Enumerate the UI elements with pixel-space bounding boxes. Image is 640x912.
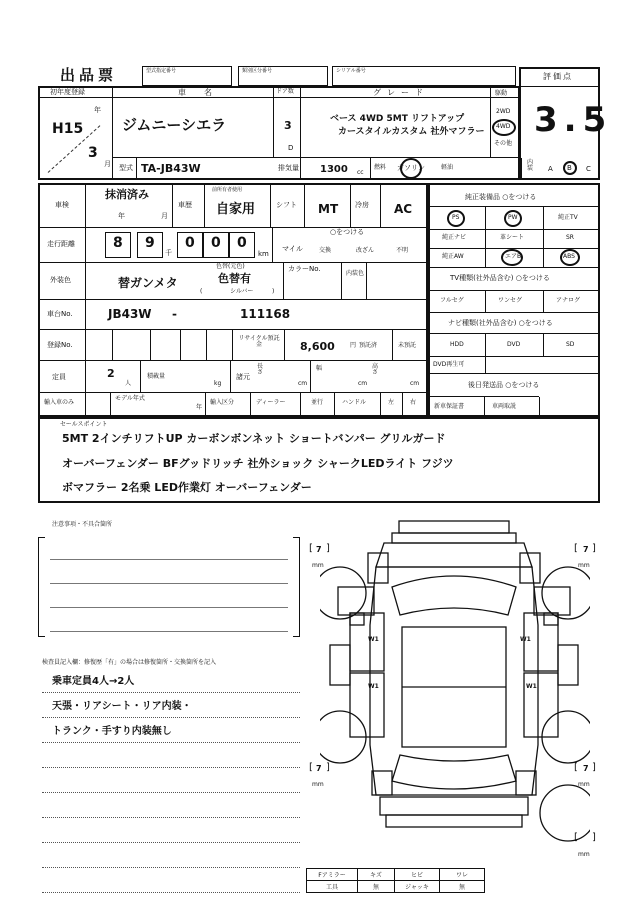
tire-fr-bracket-close: ] [592,543,596,554]
tire-rr-mm: mm [578,781,590,788]
capacity-unit: 人 [125,380,132,387]
tire-fl-bracket: [ [309,543,313,554]
form-title: 出品票 [60,66,118,84]
equip-navi: 純正ナビ [442,234,467,241]
inspector-label: 検査員記入欄：修復歴「有」の場合は修復箇所・交換箇所を記入 [42,659,217,666]
equip-abs: ABS [563,253,575,260]
tire-rr-bracket: [ [574,762,578,773]
equip-pw: PW [508,214,518,221]
original-color-open: ( [200,288,203,295]
sales-points-label: セールスポイント [60,421,108,428]
recycle-label: リサイクル預託金 [238,335,280,348]
shift-label: シフト [276,201,297,209]
fuel-label: 燃料 [374,164,387,171]
sales-point-line-1: 5MT 2インチリフトUP カーボンボンネット ショートバンパー グリルガード [62,432,446,445]
sales-point-line-2: オーバーフェンダー BFグッドリッチ 社外ショック シャークLEDライト フジツ [62,457,454,470]
spare-mm: mm [578,851,590,858]
dims-label: 諸元 [236,373,250,381]
inspector-line-3: トランク・手すり内装無し [52,726,172,737]
mileage-label: 走行距離 [47,240,75,248]
year-unit: 年 [94,106,101,114]
mileage-digit-1-text: 8 [113,235,123,251]
mileage-digit-5-text: 0 [237,235,247,251]
equip-leather: 革シート [500,234,525,241]
first-registration-year: H15 [52,121,84,137]
month-unit: 月 [104,160,111,168]
tv-fullseg: フルセグ [440,297,464,304]
spare-bracket: [ [574,832,578,843]
doors-value: 3 [284,119,292,132]
spare-tire [540,785,590,841]
recycle-unit: 円 [350,342,357,349]
ac-value: AC [394,202,413,216]
load-unit: kg [214,380,222,387]
inspector-line-2: 天張・リアシート・リア内装・ [52,701,192,712]
footer-h-0: Fアミラー [306,868,358,881]
equip-aw: 純正AW [442,253,464,260]
car-body-diagram [320,515,590,860]
length-label: 長さ [257,363,264,376]
footer-v-0: 工具 [306,880,358,893]
tire-front-left [320,567,366,619]
model-year-unit: 年 [196,404,203,411]
doors-label: ドア数 [276,88,294,95]
first-registration-label: 初年度登録 [50,88,85,96]
reg-no-label: 登録No. [47,341,73,349]
chassis-prefix: JB43W [108,307,152,321]
doors-unit: D [288,144,294,152]
car-name: ジムニーシエラ [122,116,227,134]
drive-label: 駆動 [495,90,508,97]
width-label: 幅 [316,365,323,372]
tire-fr-mm: mm [578,562,590,569]
color-label: 外装色 [50,276,71,284]
mile-altered: 改ざん [356,247,375,254]
footer-h-3: ワレ [439,868,485,881]
mileage-digit-2-text: 9 [145,235,155,251]
drive-4wd: 4WD [496,123,511,130]
model-year-label: モデル年式 [115,395,145,402]
equip-ps: PS [452,214,460,221]
color-change-value: 色替有 [218,272,251,285]
tire-rl-bracket-close: ] [326,762,330,773]
dvd-play-label: DVD再生可 [433,361,465,368]
fuel-light-oil: 軽油 [441,164,454,171]
inspection-label: 車検 [55,201,69,209]
interior-a: A [548,165,553,173]
w1-rear-left: W1 [368,683,379,690]
mile-label: マイル [282,245,303,253]
mileage-thousand-unit: 千 [165,249,172,257]
after-title: 後日発送品 ○をつける [468,381,540,389]
ac-label: 冷房 [355,201,369,209]
mileage-digit-3-text: 0 [185,235,195,251]
model-value: TA-JB43W [141,162,201,175]
footer-h-2: ヒビ [394,868,440,881]
mileage-circle-note: ○をつける [330,228,365,236]
tire-rr-value: 7 [583,764,589,773]
type-approval-label: 型式指定番号 [146,68,177,74]
height-cm: cm [410,380,420,387]
inspection-year-unit: 年 [118,212,125,220]
tire-rl-value: 7 [316,764,322,773]
capacity-value: 2 [107,367,115,380]
chassis-label: 車台No. [47,310,73,318]
after-warranty: 新車保証書 [434,403,465,410]
recycle-paid: 預託済 [359,342,378,349]
inspector-line-1: 乗車定員4人→2人 [52,676,135,687]
color-no-label: カラーNo. [288,265,321,273]
tire-front-right [542,567,590,619]
notes-bracket-left [38,537,45,637]
mileage-digit-4-text: 0 [211,235,221,251]
handle-right: 右 [410,399,417,406]
tv-analog: アナログ [556,297,581,304]
class-number-label: 類別区分番号 [242,68,273,74]
navi-hdd: HDD [450,341,464,348]
recycle-unpaid: 未預託 [398,342,417,349]
interior-color-label: 内装色 [345,270,364,277]
footer-h-1: キズ [357,868,395,881]
w1-rear-right: W1 [526,683,537,690]
tv-oneseg: ワンセグ [498,297,523,304]
usage-label: 車歴 [178,201,192,209]
drive-other: その他 [494,140,513,147]
interior-label: 内装 [527,159,534,172]
interior-b: B [567,164,572,172]
displacement-value: 1300 [320,164,348,175]
shift-value: MT [318,202,339,216]
footer-v-3: 無 [439,880,485,893]
notes-label: 注意事項・不具合箇所 [52,521,113,528]
grade-line1: ベース 4WD 5MT リフトアップ [330,114,465,124]
spare-bracket-close: ] [592,832,596,843]
tire-fr-value: 7 [583,545,589,554]
usage-value: 自家用 [216,202,256,217]
import-label: 輸入車のみ [44,399,75,406]
interior-c: C [586,165,591,173]
w1-front-left: W1 [368,636,379,643]
chassis-number: 111168 [240,307,291,321]
inspection-month-unit: 月 [161,212,168,220]
original-color: シルバー [230,288,254,295]
load-label: 積載量 [147,373,166,380]
equip-airbag: エアB [505,253,522,260]
equip-sr: SR [566,234,574,241]
after-manual: 車両取説 [492,403,517,410]
mileage-km-unit: km [258,250,269,258]
capacity-label: 定員 [52,373,66,381]
score-value: 3.5 [534,100,613,140]
import-dealer: ディーラー [256,399,286,406]
footer-v-2: ジャッキ [394,880,440,893]
car-name-label: 車名 [178,88,230,97]
width-cm: cm [358,380,368,387]
import-parallel: 並行 [311,399,324,406]
usage-note: 前所有者使用 [212,187,243,193]
recycle-value: 8,600 [300,340,335,353]
grade-line2: カースタイルカスタム 社外マフラー [338,127,485,137]
navi-sd: SD [566,341,575,348]
tire-fl-value: 7 [316,545,322,554]
sales-point-line-3: ボマフラー 2名乗 LED作業灯 オーバーフェンダー [62,481,312,494]
chassis-dash: - [172,307,177,321]
mile-exchange: 交換 [319,247,332,254]
score-label: 評価点 [543,72,573,81]
import-class-label: 輸入区分 [210,399,235,406]
height-label: 高さ [372,363,379,376]
notes-bracket-right [293,537,300,637]
front-bumper [399,521,509,533]
fuel-value: ガソリン [397,164,425,172]
handle-left: 左 [388,399,395,406]
mile-unknown: 不明 [396,247,409,254]
model-label: 型式 [119,164,133,172]
handle-label: ハンドル [342,399,367,406]
grade-label: グレード [373,88,429,97]
tire-fl-bracket-close: ] [326,543,330,554]
inspection-value: 抹消済み [105,188,149,201]
w1-front-right: W1 [520,636,531,643]
equip-tv: 純正TV [558,214,578,221]
serial-number-label: シリアル番号 [336,68,366,74]
drive-2wd: 2WD [496,108,511,115]
tv-title: TV種類(社外品含む) ○をつける [450,274,550,282]
navi-title: ナビ種類(社外品含む) ○をつける [448,319,553,327]
tire-rl-bracket: [ [309,762,313,773]
tire-fl-mm: mm [312,562,324,569]
equipment-title: 純正装備品 ○をつける [465,193,537,201]
length-cm: cm [298,380,308,387]
footer-v-1: 無 [357,880,395,893]
original-color-close: ) [272,288,275,295]
color-change-label: 色替(元色) [216,263,245,270]
tire-rr-bracket-close: ] [592,762,596,773]
displacement-label: 排気量 [278,164,299,172]
displacement-unit: cc [357,169,364,176]
tire-rl-mm: mm [312,781,324,788]
tire-fr-bracket: [ [574,543,578,554]
details-box [38,183,428,417]
color-value: 替ガンメタ [118,276,178,290]
first-registration-month: 3 [88,145,98,161]
navi-dvd: DVD [507,341,521,348]
